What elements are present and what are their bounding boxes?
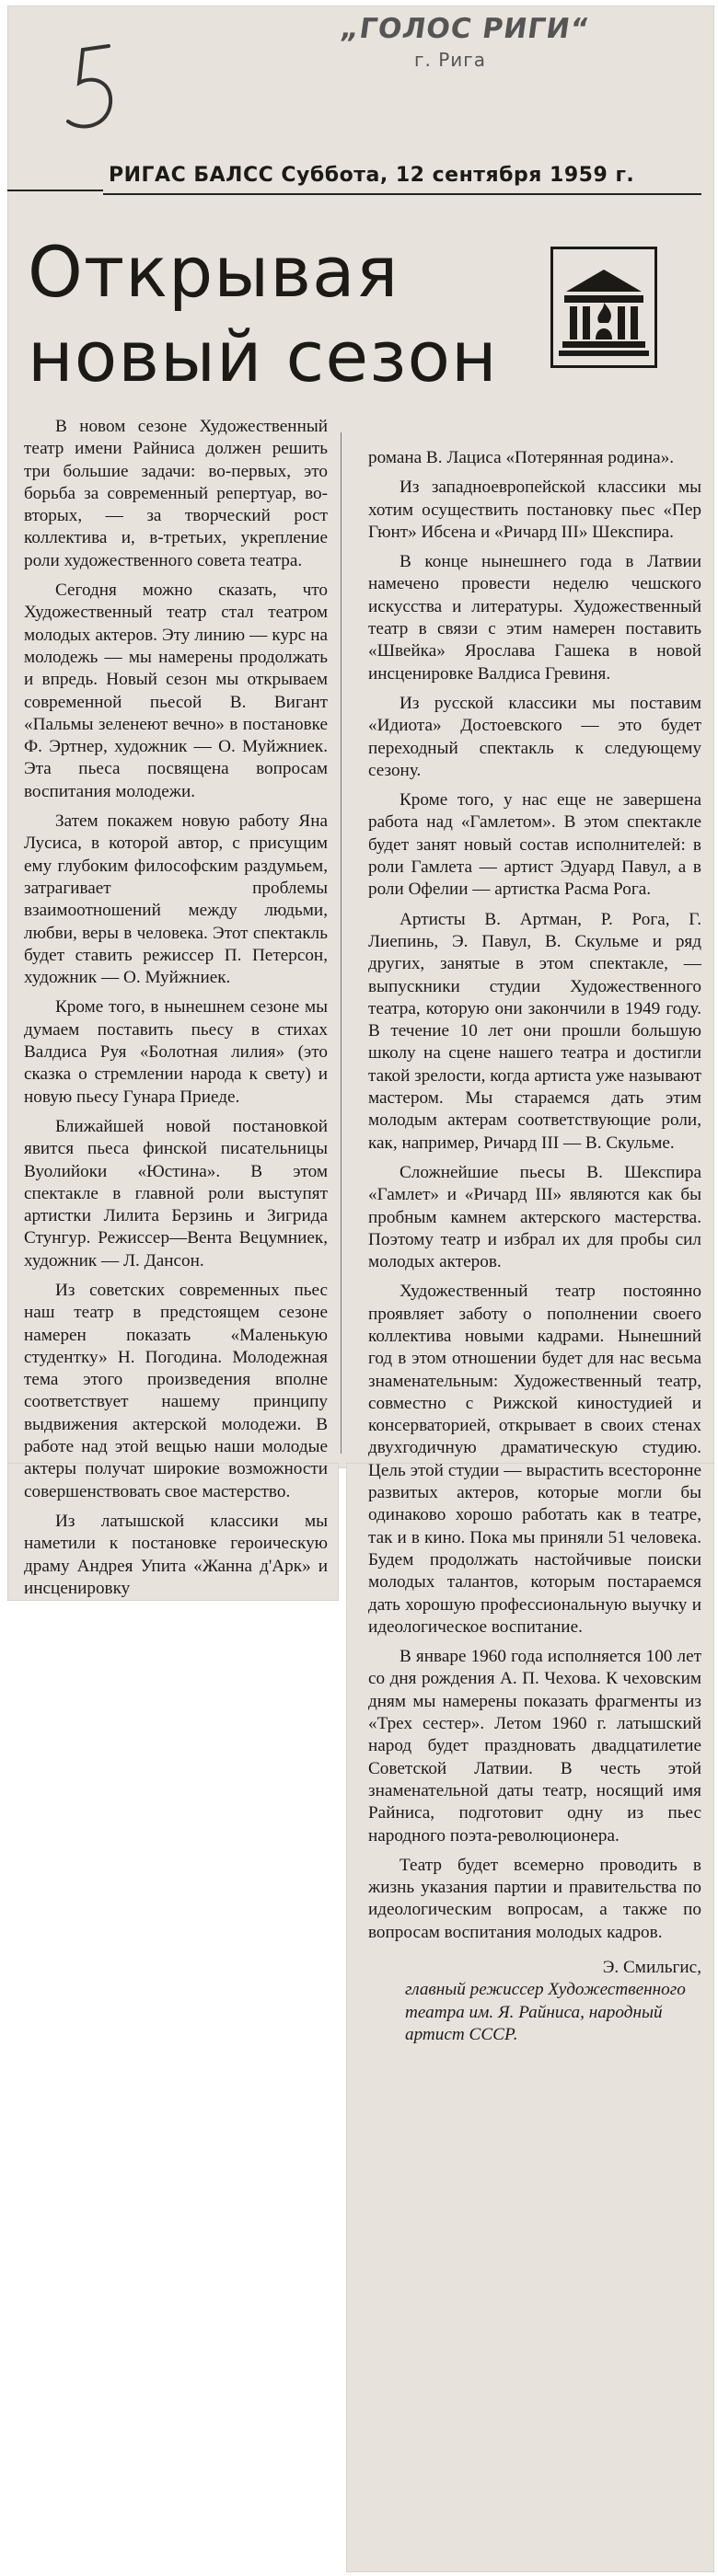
- newspaper-stamp: [338, 13, 592, 71]
- paragraph: Из западноевропейской классики мы хотим осуществить постановку пьес «Пер Гюнт» Ибсена и «Ричард III» Шекспира.: [368, 477, 701, 542]
- masthead-rule-bottom: [103, 193, 701, 195]
- headline-line-1: Открывая: [28, 231, 400, 313]
- paragraph: Театр будет всемерно проводить в жизнь указания партии и правительства по идеологическим вопросам, а также по вопросам воспитания молодых кадров.: [368, 1855, 701, 1942]
- theatre-building-icon: [550, 247, 657, 368]
- stamp-newspaper-name: „ГОЛОС РИГИ“: [338, 13, 592, 45]
- handwritten-number-mark: [55, 37, 129, 147]
- author-signature: Э. Смильгис,: [602, 1958, 701, 1977]
- paragraph: Артисты В. Артман, Р. Рога, Г. Лиепинь, Э. Павул, В. Скульме и ряд других, занятые в этом спектакле, — выпускники студии Художественного театра, которую они закончили в 1949 году. В течение 10 лет они прошли большую школу на сцене нашего театра и достигли такой зрелости, когда артиста уже называют мастером. Мы стараемся дать этим молодым актерам соответствующие роли, как, например, Ричард III — В. Скульме.: [368, 909, 701, 1153]
- masthead: РИГАС БАЛСС Суббота, 12 сентября 1959 г.: [109, 164, 635, 187]
- paragraph: Из латышской классики мы наметили к постановке героическую драму Андрея Упита «Жанна д'Арк» и инсценировку: [24, 1511, 328, 1598]
- paragraph: Сегодня можно сказать, что Художественный театр стал театром молодых актеров. Эту линию — курс на молодежь — мы намерены продолжать и впредь. Новый сезон мы открываем современной пьесой В. Вигант «Пальмы зеленеют вечно» в постановке Ф. Эртнер, художник — О. Муйжниек. Эта пьеса посвящена вопросам воспитания молодежи.: [24, 581, 328, 801]
- author-title: главный режиссер Художественного театра им. Я. Райниса, народный артист СССР.: [405, 1980, 686, 2044]
- article-headline: [28, 230, 498, 399]
- paragraph: Кроме того, у нас еще не завершена работа над «Гамлетом». В этом спектакле будет занят новый состав исполнителей: в роли Гамлета — артист Эдуард Павул, а в роли Офелии — артистка Расма Рога.: [368, 790, 701, 900]
- paragraph: Ближайшей новой постановкой явится пьеса финской писательницы Вуолийоки «Юстина». В этом спектакле в главной роли выступят артистки Лилита Берзинь и Зигрида Стунгур. Режиссер—Вента Вецумниек, художник — Л. Дансон.: [24, 1116, 328, 1271]
- paragraph: Затем покажем новую работу Яна Лусиса, в которой автор, с присущим ему глубоким философским раздумьем, затрагивает проблемы взаимоотношений между людьми, любви, веры в человека. Этот спектакль будет ставить режиссер П. Петерсон, художник — О. Муйжниек.: [24, 811, 328, 988]
- paragraph: Сложнейшие пьесы В. Шекспира «Гамлет» и «Ричард III» являются как бы пробным камнем актерского мастерства. Поэтому театр и избрал их для пробы сил молодых актеров.: [368, 1162, 701, 1272]
- masthead-rule-left: [7, 190, 103, 191]
- article-left-column: [24, 416, 328, 1598]
- paragraph: романа В. Лациса «Потерянная родина».: [368, 448, 675, 467]
- paragraph: В конце нынешнего года в Латвии намечено провести неделю чешского искусства и литературы. Художественный театр в связи с этим намерен поставить «Швейка» Ярослава Гашека в новой инсценировке Валдиса Гревиня.: [368, 552, 701, 684]
- paragraph: Художественный театр постоянно проявляет заботу о пополнении своего коллектива новыми кадрами. Нынешний год в этом отношении будет для нас весьма знаменательным: Художественный театр, совместно с Рижской киностудией и консерваторией, открывает в своих стенах двухгодичную драматическую студию. Цель этой студии — вырастить всесторонне развитых актеров, которые могли бы одинаково хорошо работать как в театре, так и в кино. Пока мы приняли 51 человека. Будем продолжать настойчивые поиски молодых талантов, которым постараемся дать хорошую профессиональную выучку и идеологическое воспитание.: [368, 1282, 701, 1637]
- headline-line-2: новый сезон: [28, 316, 498, 397]
- paragraph: Кроме того, в нынешнем сезоне мы думаем поставить пьесу в стихах Валдиса Руя «Болотная лилия» (это сказка о стремлении народа к свету) и новую пьесу Гунара Приеде.: [24, 997, 328, 1107]
- paragraph: Из русской классики мы поставим «Идиота» Достоевского — это будет переходный спектакль к следующему сезону.: [368, 693, 701, 780]
- stamp-city: г. Рига: [414, 49, 487, 71]
- paragraph: В январе 1960 года исполняется 100 лет со дня рождения А. П. Чехова. К чеховским дням мы намерены показать фрагменты из «Трех сестер». Летом 1960 г. латышский народ будет праздновать двадцатилетие Советской Латвии. В честь этой знаменательной даты театр, носящий имя Райниса, подготовит одну из пьес народного поэта-революционера.: [368, 1647, 701, 1846]
- article-right-column: [368, 447, 701, 2563]
- column-divider: [341, 432, 342, 1454]
- paragraph: Из советских современных пьес наш театр в предстоящем сезоне намерен показать «Маленькую студентку» Н. Погодина. Молодежная тема этого произведения вполне соответствует нашему принципу выдвижения актерской молодежи. В работе над этой вещью наши молодые актеры получат широкие возможности совершенствовать свое мастерство.: [24, 1280, 328, 1501]
- theatre-building-glyph: [553, 249, 654, 365]
- paragraph: В новом сезоне Художественный театр имени Райниса должен решить три большие задачи: во-первых, это борьба за современный репертуар, во-вторых, — за творческий рост коллектива и, в-третьих, укрепление роли художественного совета театра.: [24, 417, 328, 570]
